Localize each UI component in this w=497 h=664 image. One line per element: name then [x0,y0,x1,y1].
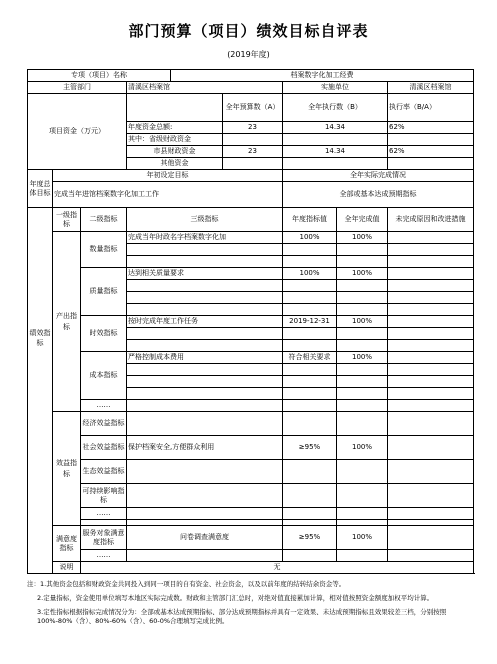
footnotes [27,580,473,631]
page-title: 部门预算（项目）绩效目标自评表 [128,22,369,40]
footnote-1: 注：1.其他资金包括和财政资金共同投入到同一项目的自有资金、社会资金，以及以前年度的结转结余资金等。 [27,580,346,588]
funds-row-rate [388,158,474,170]
funds-row-budget [223,158,283,170]
annual-goal-label: 年度总体目标 [28,170,53,208]
funds-label: 项目资金（万元） [28,94,127,170]
funds-row-exec [283,134,388,146]
unit-label: 实施单位 [283,82,388,94]
funds-row-exec: 14.34 [283,122,388,134]
footnote-3: 3.定性指标根据指标完成情况分为：全部或基本达成预期指标、部分达成预期指标并具有一定效果、未达成预期指标且效果较差三档，分别按照100%-80%（含）、80%-60%（含）、60-0%合理填写完成比例。 [37,607,447,626]
social-indicator-target: ≥95% [283,436,337,460]
quality-indicator-actual: 100% [337,268,388,280]
service-indicator-target: ≥95% [283,526,337,550]
quantity-indicator-actual: 100% [337,232,388,244]
perf-h-reason: 未完成原因和改进措施 [388,208,474,232]
funds-row-label: 年度资金总额: [127,122,223,134]
funds-row-rate: 62% [388,146,474,158]
cost-indicator-target: 符合相关要求 [283,352,337,364]
timeliness-indicator-actual: 100% [337,316,388,328]
perf-h-actual: 全年完成值 [337,208,388,232]
economic-indicator-label: 经济效益指标 [81,412,127,436]
perf-h-level3: 三级指标 [127,208,283,232]
social-indicator-label: 社会效益指标 [81,436,127,460]
funds-row-exec: 14.34 [283,146,388,158]
funds-row-budget [223,134,283,146]
social-indicator-reason [388,436,474,460]
timeliness-indicator-label: 时效指标 [81,316,127,352]
footnote-2: 2.定量指标，资金使用单位填写本地区实际完成数。财政和主管部门汇总时，对绝对值直接累加计算，相对值按照资金额度加权平均计算。 [37,593,434,602]
funds-row-label: 市县财政资金 [127,146,223,158]
remark-label: 说明 [53,562,81,574]
funds-row-budget: 23 [223,122,283,134]
project-name-value: 档案数字化加工经费 [171,70,474,82]
output-more-dots: …… [81,400,127,412]
service-indicator-actual: 100% [337,526,388,550]
quantity-indicator-label: 数量指标 [81,232,127,268]
social-indicator-actual: 100% [337,436,388,460]
unit-value: 清溪区档案馆 [388,82,474,94]
report-year: (2019年度) [227,50,270,59]
quantity-indicator-target: 100% [283,232,337,244]
funds-blank-header [127,94,223,122]
funds-col-rate: 执行率（B/A） [388,94,474,122]
funds-row-budget: 23 [223,146,283,158]
service-object-indicator-label: 服务对象满意度指标 [81,526,127,550]
funds-row-rate [388,134,474,146]
service-indicator-name: 问卷调查满意度 [127,526,283,550]
timeliness-indicator-reason [388,316,474,328]
perf-h-level2: 二级指标 [81,208,127,232]
service-indicator-reason [388,526,474,550]
cost-indicator-actual: 100% [337,352,388,364]
funds-col-budget: 全年预算数（A） [223,94,283,122]
sustainable-indicator-label: 可持续影响指标 [81,484,127,508]
project-name-label: 专项（项目）名称 [28,70,171,82]
quality-indicator-reason [388,268,474,280]
ecological-indicator-label: 生态效益指标 [81,460,127,484]
annual-actual-header: 全年实际完成情况 [283,170,474,182]
annual-planned-header: 年初设定目标 [53,170,283,182]
social-indicator-name: 保护档案安全,方便群众利用 [127,436,283,460]
perf-h-target: 年度指标值 [283,208,337,232]
quantity-indicator-name: 完成当年时政名字档案数字化加 [127,232,283,244]
perf-h-level1: 一级指标 [53,208,81,232]
quality-indicator-label: 质量指标 [81,268,127,316]
evaluation-table [27,69,474,574]
quality-indicator-target: 100% [283,268,337,280]
effect-more-dots: …… [81,508,127,520]
satisfaction-more-dots: …… [81,550,127,562]
dept-value: 清溪区档案馆 [127,82,283,94]
funds-row-exec [283,158,388,170]
funds-row-label: 其中：省级财政资金 [127,134,223,146]
perf-label: 绩效指标 [28,208,53,574]
timeliness-indicator-target: 2019-12-31 [283,316,337,328]
satisfaction-indicators-label: 满意度指标 [53,526,81,562]
remark-value: 无 [81,562,474,574]
output-indicators-label: 产出指标 [53,232,81,412]
quality-indicator-name: 达到相关质量要求 [127,268,283,280]
cost-indicator-reason [388,352,474,364]
dept-label: 主管部门 [28,82,127,94]
funds-row-rate: 62% [388,122,474,134]
cost-indicator-label: 成本指标 [81,352,127,400]
funds-col-exec: 全年执行数（B） [283,94,388,122]
cost-indicator-name: 严格控制成本费用 [127,352,283,364]
effect-indicators-label: 效益指标 [53,412,81,526]
annual-planned-value: 完成当年进馆档案数字化加工工作 [53,182,283,208]
quantity-indicator-reason [388,232,474,244]
funds-row-label: 其他资金 [127,158,223,170]
annual-actual-value: 全部或基本达成预期指标 [283,182,474,208]
timeliness-indicator-name: 按时完成年度工作任务 [127,316,283,328]
